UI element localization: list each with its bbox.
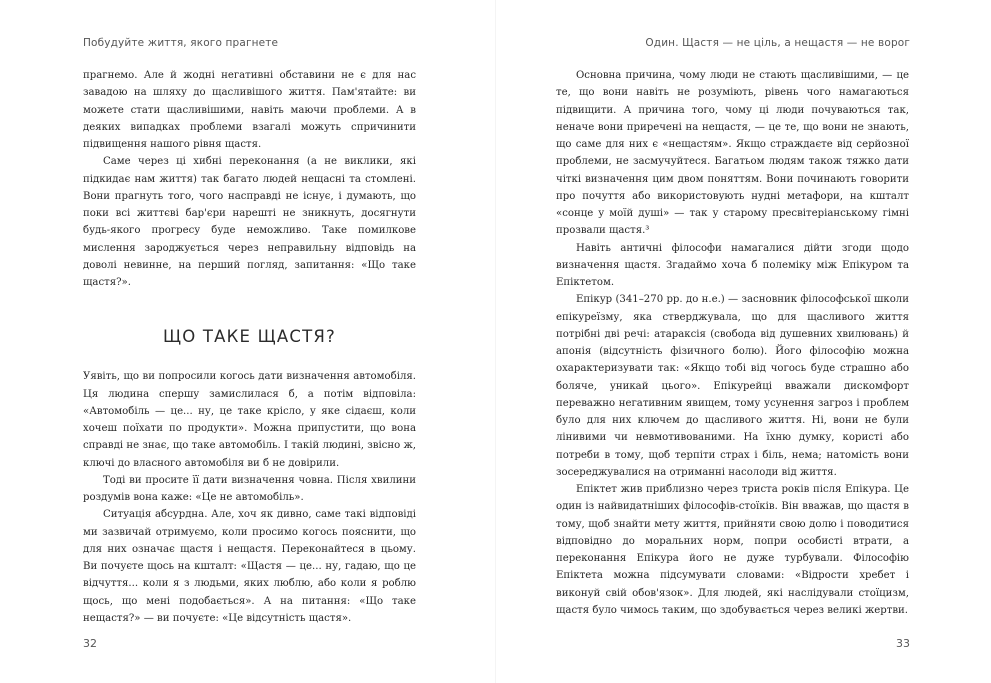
right-page: [496, 0, 991, 683]
paragraph: Саме через ці хибні переконання (а не виклики, які підкидає нам життя) так багато людей нещасні та стомлені. Вони прагнуть того, чого насправді не існує, і думають, що поки всі життєві бар'єри нарешті не зникнуть, досягнути будь-якого прогресу буде неможливо. Таке помилкове мислення зароджується через неправильну відповідь на доволі невинне, на перший погляд, запитання: «Що таке щастя?».: [83, 156, 416, 288]
section-heading: ЩО ТАКЕ ЩАСТЯ?: [163, 327, 336, 347]
paragraph: Ситуація абсурдна. Але, хоч як дивно, саме такі відповіді ми зазвичай отримуємо, коли просимо когось пояснити, що для них означає щастя і нещастя. Переконайтеся в цьому. Ви почуєте щось на кшталт: «Щастя — це... ну, гадаю, що це відчуття... коли я з людьми, яких люблю, або коли я роблю щось, що мені подобається». А на питання: «Що таке нещастя?» — ви почуєте: «Це відсутність щастя».: [83, 509, 416, 624]
paragraph: Епіктет жив приблизно через триста років після Епікура. Це один із найвидатніших філософів-стоїків. Він вважав, що щастя в тому, щоб знайти мету життя, прийняти свою долю і поводитися відповідно до моральних норм, попри особисті втрати, а переконання Епікура його не дуже турбували. Філософію Епіктета можна підсумувати словами: «Відрости хребет і виконуй свій обов'язок». Для людей, які наслідували стоїцизм, щастя було чимось таким, що здобувається через великі жертви.: [556, 484, 909, 616]
left-page: [0, 0, 495, 683]
paragraph: Епікур (341–270 рр. до н.е.) — засновник філософської школи епікуреїзму, яка стверджувала, що для щасливого життя потрібні дві речі: атараксія (свобода від душевних хвилювань) й апонія (відсутність фізичного болю). Його філософію можна охарактеризувати так: «Якщо тобі від чогось буде страшно або боляче, уникай цього». Епікурейці вважали дискомфорт переважно негативним явищем, тому усунення загроз і проблем було для них ключем до щасливого життя. Ні, вони не були лінивими чи невмотивованими. На їхню думку, користі або потреби в тому, щоб терпіти страх і біль, нема; натомість вони зосереджувалися на отриманні насолоди від життя.: [556, 294, 909, 478]
paragraph: Навіть античні філософи намагалися дійти згоди щодо визначення щастя. Згадаймо хоча б полеміку між Епікуром та Епіктетом.: [556, 242, 909, 288]
running-head-right: Один. Щастя — не ціль, а нещастя — не ворог: [645, 37, 910, 49]
right-page-body: [556, 67, 909, 619]
paragraph: Тоді ви просите її дати визначення човна. Після хвилини роздумів вона каже: «Це не автомобіль».: [83, 474, 416, 503]
page-number-right: 33: [896, 637, 910, 650]
paragraph: Уявіть, що ви попросили когось дати визначення автомобіля. Ця людина спершу замислилася б, а потім відповіла: «Автомобіль — це... ну, це таке крісло, у яке сідаєш, коли хочеш поїхати по продукти». Можна припустити, що вона справді не знає, що таке автомобіль. І такій людині, звісно ж, ключі до власного автомобіля ви б не довірили.: [83, 371, 416, 469]
page-number-left: 32: [83, 637, 97, 650]
paragraph: Основна причина, чому люди не стають щасливішими, — це те, що вони навіть не розуміють, рівень чого намагаються підвищити. А причина того, чому ці люди почуваються так, неначе вони приречені на нещастя, — це те, що вони не знають, що саме для них є «нещастям». Якщо страждаєте від серйозної проблеми, не засмучуйтеся. Багатьом людям також тяжко дати чіткі визначення цим двом поняттям. Вони починають говорити про почуття або використовують нудні метафори, на кшталт «сонце у моїй душі» — так у старому пресвітеріанському гімні прозвали щастя.³: [556, 70, 909, 237]
left-page-body: [83, 67, 416, 627]
running-head-left: Побудуйте життя, якого прагнете: [83, 37, 279, 49]
paragraph: прагнемо. Але й жодні негативні обставини не є для нас завадою на шляху до щасливішого життя. Пам'ятайте: ви можете стати щасливішими, навіть маючи проблеми. А в деяких випадках проблеми взагалі можуть спричинити підвищення нашого рівня щастя.: [83, 70, 416, 150]
